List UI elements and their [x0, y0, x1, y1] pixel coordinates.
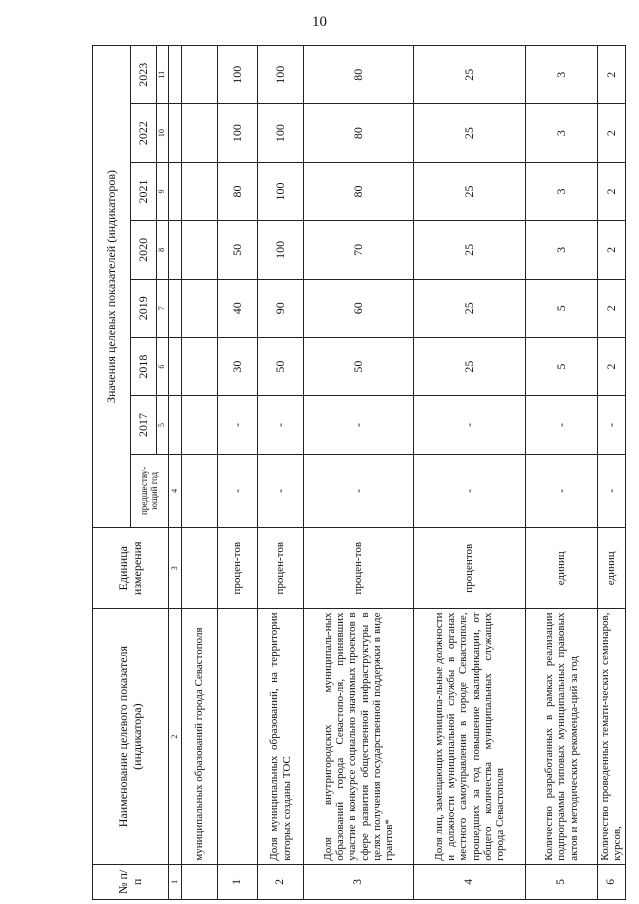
row-unit: процен-тов: [218, 528, 258, 609]
row-value: 100: [258, 104, 304, 162]
colnum-empty: [169, 279, 182, 337]
colnum-8: 8: [157, 221, 169, 279]
row-value: 80: [304, 46, 414, 104]
row-name: Доля лиц, замещающих муниципа-льные должности и должности муниципальной службы в органах местного самоуправления в городе Севастополе, прошедших за год повышение квалификации, от общего количества муниципальных служащих города Севастополя: [414, 609, 526, 864]
row-value: 25: [414, 46, 526, 104]
row-num: 6: [598, 864, 626, 899]
row-value: 2: [598, 221, 626, 279]
row-num: [182, 864, 218, 899]
rotated-table-wrapper: [92, 45, 624, 900]
row-unit: единиц: [598, 528, 626, 609]
table-row: [218, 46, 258, 900]
row-unit: [182, 528, 218, 609]
row-value: 2: [598, 279, 626, 337]
row-value: 2: [598, 46, 626, 104]
row-unit: процен-тов: [258, 528, 304, 609]
row-value: [182, 454, 218, 527]
row-value: 30: [218, 337, 258, 395]
row-value: -: [218, 454, 258, 527]
row-value: -: [598, 396, 626, 454]
colnum-4: 4: [169, 454, 182, 527]
row-num: 4: [414, 864, 526, 899]
row-value: [182, 221, 218, 279]
table-row: [526, 46, 598, 900]
header-name: Наименование целевого показателя (индикатора): [93, 609, 169, 864]
table-row: [414, 46, 526, 900]
row-num: 2: [258, 864, 304, 899]
row-value: -: [414, 396, 526, 454]
row-value: 90: [258, 279, 304, 337]
header-year-2021: 2021: [131, 162, 157, 220]
row-num: 1: [218, 864, 258, 899]
header-year-2017: 2017: [131, 396, 157, 454]
row-num: 3: [304, 864, 414, 899]
colnum-empty: [169, 104, 182, 162]
row-value: 3: [526, 104, 598, 162]
colnum-6: 6: [157, 337, 169, 395]
table-row: [182, 46, 218, 900]
row-value: -: [304, 396, 414, 454]
header-year-2019: 2019: [131, 279, 157, 337]
header-prev-year: предшеству-ющий год: [131, 454, 169, 527]
header-year-2022: 2022: [131, 104, 157, 162]
row-value: 3: [526, 221, 598, 279]
row-value: 80: [218, 162, 258, 220]
colnum-empty: [169, 337, 182, 395]
header-year-2023: 2023: [131, 46, 157, 104]
row-value: 2: [598, 337, 626, 395]
row-value: -: [304, 454, 414, 527]
row-value: 3: [526, 46, 598, 104]
row-value: 25: [414, 162, 526, 220]
row-value: -: [526, 454, 598, 527]
column-number-row: [169, 46, 182, 900]
row-value: 100: [218, 104, 258, 162]
row-value: 100: [258, 46, 304, 104]
row-value: 2: [598, 104, 626, 162]
header-values-group: Значения целевых показателей (индикаторов): [93, 46, 131, 528]
row-value: 25: [414, 279, 526, 337]
row-value: [182, 396, 218, 454]
colnum-7: 7: [157, 279, 169, 337]
row-name: Количество разработанных в рамках реализации подпрограммы типовых муниципальных правовых актов и методических рекоменда-ций за год: [526, 609, 598, 864]
colnum-empty: [169, 162, 182, 220]
row-value: [182, 337, 218, 395]
row-value: 100: [258, 221, 304, 279]
row-value: 5: [526, 279, 598, 337]
colnum-3: 3: [169, 528, 182, 609]
row-value: 50: [304, 337, 414, 395]
row-value: 5: [526, 337, 598, 395]
table-row: [304, 46, 414, 900]
row-value: 25: [414, 337, 526, 395]
row-name: Доля внутригородских муниципаль-ных образований города Севастопо-ля, принявших участие в конкурсе социально значимых проектов в сфере развития общественной инфраструктуры в целях получения государственной поддержки в виде грантов*: [304, 609, 414, 864]
row-value: 100: [258, 162, 304, 220]
header-year-2020: 2020: [131, 221, 157, 279]
page-number: 10: [312, 14, 327, 30]
row-value: 25: [414, 221, 526, 279]
row-value: -: [258, 454, 304, 527]
row-value: [182, 104, 218, 162]
row-value: 100: [218, 46, 258, 104]
row-value: 80: [304, 162, 414, 220]
header-year-2018: 2018: [131, 337, 157, 395]
colnum-11: 11: [157, 46, 169, 104]
colnum-5: 5: [157, 396, 169, 454]
header-unit: Единица измерения: [93, 528, 169, 609]
row-value: 3: [526, 162, 598, 220]
row-value: -: [598, 454, 626, 527]
row-name: Доля муниципальных образований, на территории которых созданы ТОС: [258, 609, 304, 864]
colnum-10: 10: [157, 104, 169, 162]
row-value: [182, 279, 218, 337]
row-name: [218, 609, 258, 864]
row-value: -: [218, 396, 258, 454]
colnum-empty: [169, 221, 182, 279]
row-name: Количество проведенных темати-ческих семинаров, курсов,: [598, 609, 626, 864]
row-value: 50: [218, 221, 258, 279]
indicators-table: [92, 45, 626, 900]
table-row: [258, 46, 304, 900]
row-unit: процентов: [414, 528, 526, 609]
row-value: 60: [304, 279, 414, 337]
row-value: -: [526, 396, 598, 454]
table-row: [598, 46, 626, 900]
header-num: № п/п: [93, 864, 169, 899]
row-value: [182, 46, 218, 104]
row-value: 40: [218, 279, 258, 337]
colnum-9: 9: [157, 162, 169, 220]
row-value: 70: [304, 221, 414, 279]
header-row-1: [93, 46, 131, 900]
row-unit: единиц: [526, 528, 598, 609]
colnum-empty: [169, 46, 182, 104]
row-value: 50: [258, 337, 304, 395]
row-unit: процен-тов: [304, 528, 414, 609]
colnum-2: 2: [169, 609, 182, 864]
colnum-1: 1: [169, 864, 182, 899]
row-value: -: [414, 454, 526, 527]
row-value: 25: [414, 104, 526, 162]
row-value: 80: [304, 104, 414, 162]
colnum-empty: [169, 396, 182, 454]
row-num: 5: [526, 864, 598, 899]
row-value: -: [258, 396, 304, 454]
row-value: 2: [598, 162, 626, 220]
row-value: [182, 162, 218, 220]
row-name: муниципальных образований города Севастополя: [182, 609, 218, 864]
